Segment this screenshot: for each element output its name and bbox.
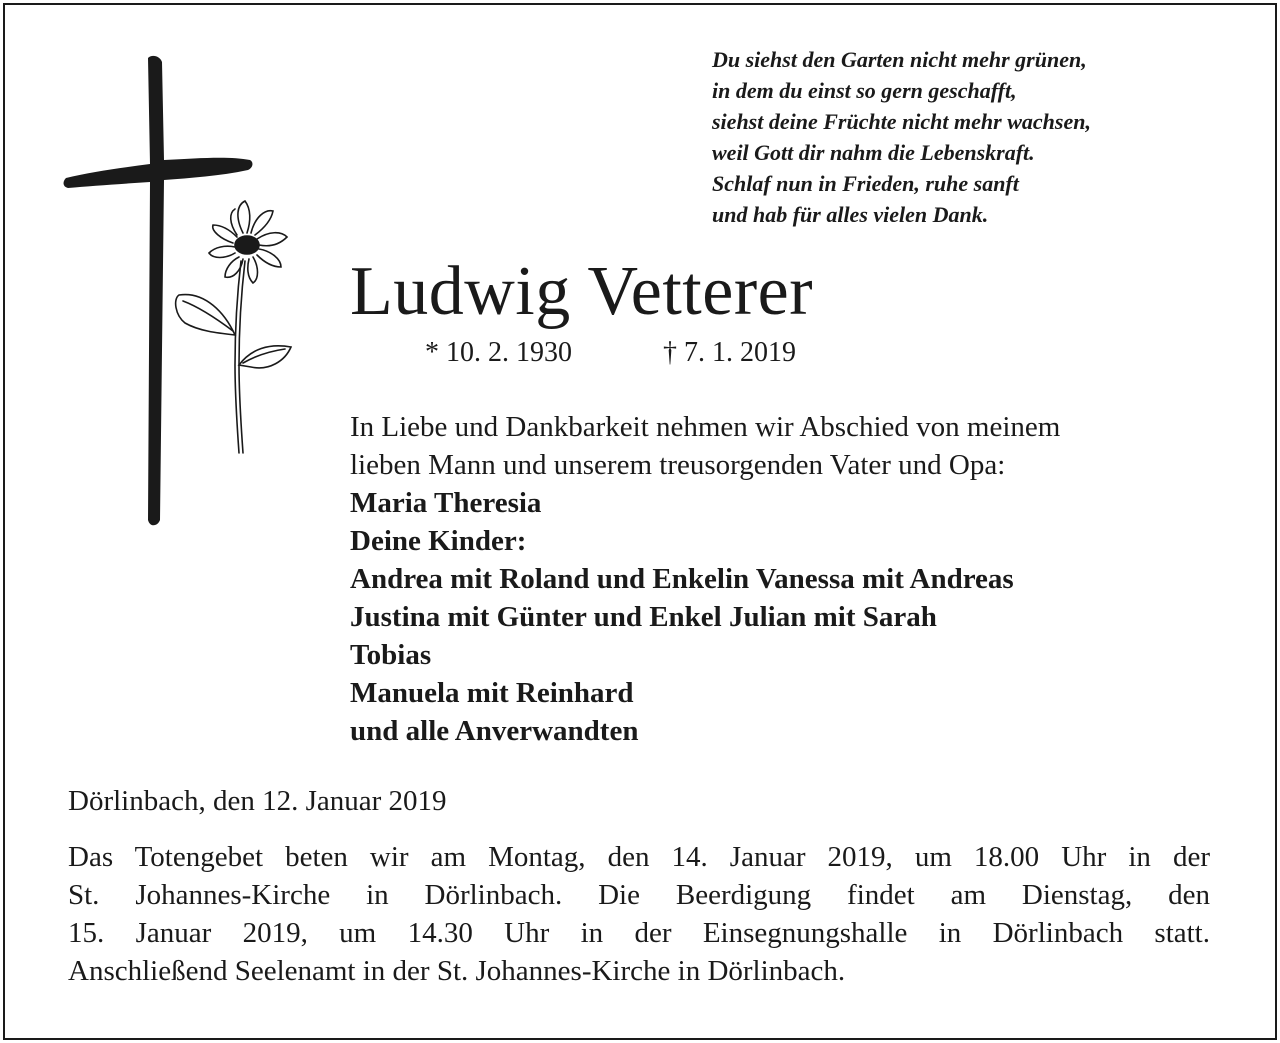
mourner-line: und alle Anverwandten [350, 715, 639, 747]
service-notice [68, 838, 1210, 990]
notice-line: Anschließend Seelenamt in der St. Johannes-Kirche in Dörlinbach. [68, 955, 846, 987]
mourner-line: Maria Theresia [350, 487, 542, 519]
mourner-line: Tobias [350, 639, 432, 671]
poem [712, 44, 1252, 230]
notice-line: 15. Januar 2019, um 14.30 Uhr in der Einsegnungshalle in Dörlinbach statt. [68, 917, 1210, 949]
poem-line: Du siehst den Garten nicht mehr grünen, [712, 47, 1087, 72]
notice-line: St. Johannes-Kirche in Dörlinbach. Die Beerdigung findet am Dienstag, den [68, 879, 1210, 911]
farewell-text [350, 408, 1060, 484]
poem-line: in dem du einst so gern geschafft, [712, 78, 1017, 103]
poem-line: siehst deine Früchte nicht mehr wachsen, [712, 109, 1091, 134]
birth-date: * 10. 2. 1930 [425, 337, 572, 368]
farewell-line: In Liebe und Dankbarkeit nehmen wir Abschied von meinem [350, 411, 1061, 443]
poem-line: und hab für alles vielen Dank. [712, 202, 989, 227]
death-date: † 7. 1. 2019 [663, 337, 796, 368]
farewell-line: lieben Mann und unserem treusorgenden Vater und Opa: [350, 449, 1006, 481]
place-date: Dörlinbach, den 12. Januar 2019 [68, 785, 447, 817]
mourner-line: Justina mit Günter und Enkel Julian mit Sarah [350, 601, 937, 633]
poem-line: Schlaf nun in Frieden, ruhe sanft [712, 171, 1019, 196]
poem-line: weil Gott dir nahm die Lebenskraft. [712, 140, 1035, 165]
mourner-line: Deine Kinder: [350, 525, 527, 557]
mourners-list [350, 484, 1014, 750]
notice-line: Das Totengebet beten wir am Montag, den 14. Januar 2019, um 18.00 Uhr in der [68, 841, 1210, 873]
sunflower-icon [165, 195, 300, 460]
mourner-line: Manuela mit Reinhard [350, 677, 634, 709]
mourner-line: Andrea mit Roland und Enkelin Vanessa mit Andreas [350, 563, 1014, 595]
deceased-name: Ludwig Vetterer [350, 253, 814, 330]
